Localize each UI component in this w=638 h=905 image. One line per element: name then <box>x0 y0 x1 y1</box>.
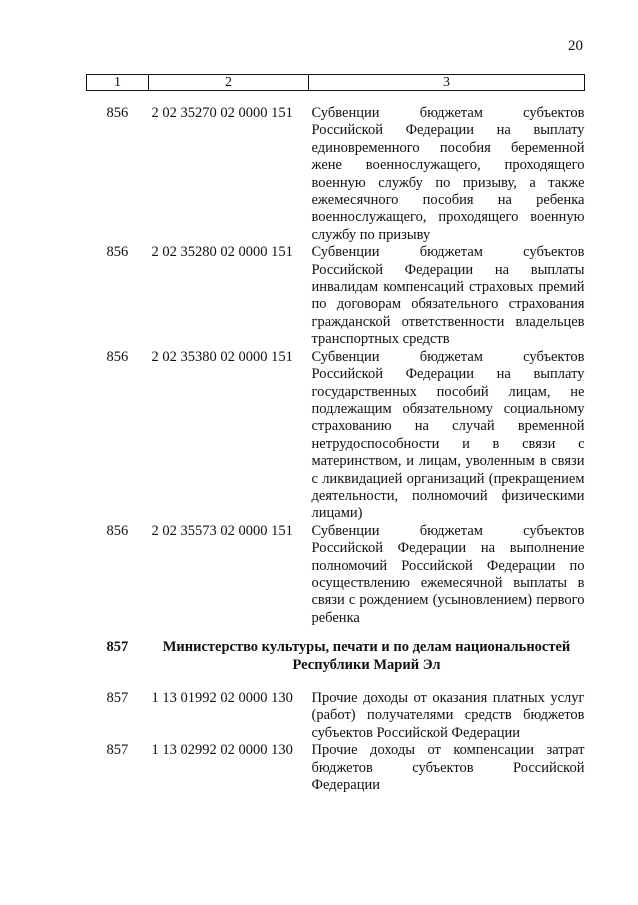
revenue-code: 2 02 35280 02 0000 151 <box>151 244 293 261</box>
spacer-row <box>87 91 585 106</box>
admin-code: 856 <box>106 105 129 121</box>
admin-code: 857 <box>106 690 129 706</box>
revenue-codes-table <box>86 74 585 794</box>
header-col-1: 1 <box>87 75 149 91</box>
table-row <box>87 105 585 244</box>
revenue-code: 1 13 02992 02 0000 130 <box>151 742 293 759</box>
admin-code: 856 <box>106 522 129 539</box>
revenue-description: Субвенции бюджетам субъектов Российской Федерации на выплату единовременного пособия беременной жене военнослужащего, проходящего военную службу по призыву, а также ежемесячного пособия на ребенка военнослужащего, проходящего военную службу по призыву <box>311 105 585 243</box>
revenue-description: Прочие доходы от оказания платных услуг (работ) получателями средств бюджетов субъектов Российской Федерации <box>311 690 585 741</box>
table-row <box>87 523 585 627</box>
revenue-code: 2 02 35270 02 0000 151 <box>151 105 293 121</box>
table-row <box>87 690 585 742</box>
revenue-code: 1 13 01992 02 0000 130 <box>151 690 293 706</box>
admin-code: 857 <box>106 742 129 759</box>
header-col-3: 3 <box>309 75 585 91</box>
revenue-description: Субвенции бюджетам субъектов Российской Федерации на выполнение полномочий Российской Федерации по осуществлению ежемесячной выплаты в связи с рождением (усыновлением) первого ребенка <box>311 522 585 626</box>
revenue-description: Субвенции бюджетам субъектов Российской Федерации на выплаты инвалидам компенсаций страховых премий по договорам обязательного страхования гражданской ответственности владельцев транспортных средств <box>311 244 585 348</box>
revenue-description: Субвенции бюджетам субъектов Российской Федерации на выплату государственных пособий лицам, не подлежащим обязательному социальному страхованию на случай временной нетрудоспособности и в связи с материнством, и лицам, уволенным в связи с ликвидацией организаций (прекращением деятельности, полномочий физическими лицами) <box>311 348 585 522</box>
section-title: Министерство культуры, печати и по делам национальностей Республики Марий Эл <box>162 639 571 673</box>
table-header <box>87 75 585 91</box>
revenue-code: 2 02 35573 02 0000 151 <box>151 522 293 539</box>
header-col-2: 2 <box>149 75 309 91</box>
admin-code: 856 <box>106 244 129 261</box>
revenue-description: Прочие доходы от компенсации затрат бюджетов субъектов Российской Федерации <box>311 742 585 794</box>
section-admin-code: 857 <box>106 639 129 656</box>
admin-code: 856 <box>106 348 129 365</box>
table-body <box>87 91 585 795</box>
table-row <box>87 244 585 348</box>
revenue-code: 2 02 35380 02 0000 151 <box>151 348 293 365</box>
section-row <box>87 627 585 690</box>
table-row <box>87 349 585 523</box>
header-row <box>87 75 585 91</box>
page-number: 20 <box>568 38 583 54</box>
table-row <box>87 742 585 794</box>
